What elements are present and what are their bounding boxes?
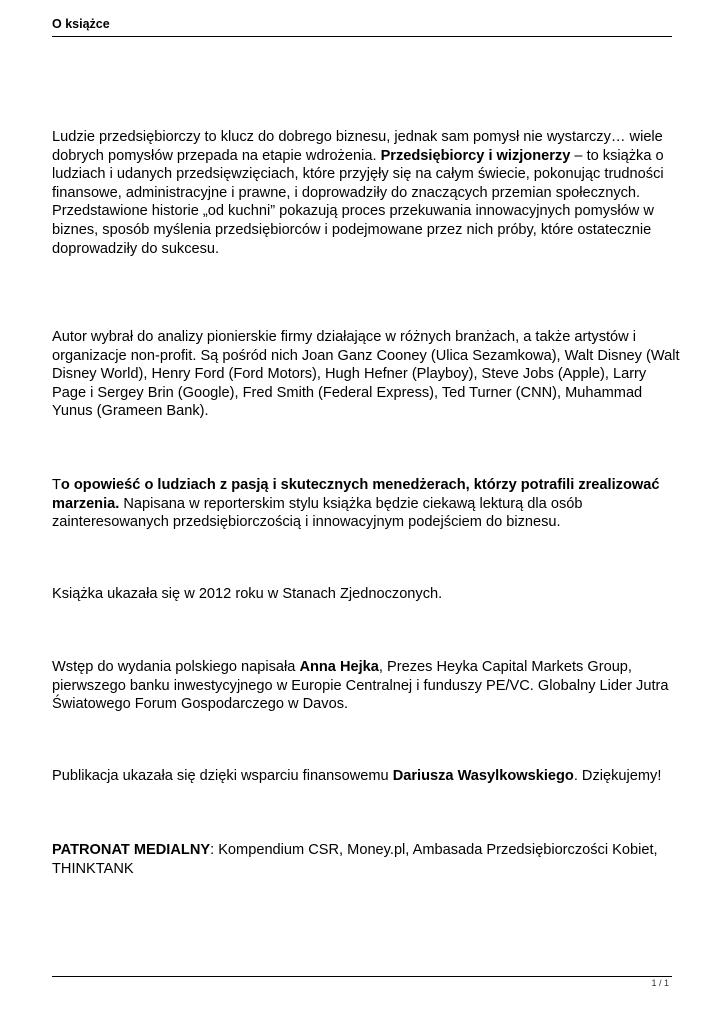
- paragraph-published: [52, 585, 682, 604]
- paragraph-intro: [52, 128, 682, 258]
- story-text-c: Napisana w reporterskim stylu książka będzie ciekawą lekturą dla osób zainteresowanych przedsiębiorczością i innowacyjnym podejściem do biznesu.: [52, 495, 583, 531]
- page-header: [52, 15, 672, 37]
- sponsor-name: Dariusza Wasylkowskiego: [392, 768, 574, 784]
- paragraph-story: [52, 476, 682, 532]
- sponsor-text-c: . Dziękujemy!: [573, 768, 662, 784]
- footer-divider: [52, 976, 672, 977]
- patronage-text: : Kompendium CSR, Money.pl, Ambasada Przedsiębiorczości Kobiet, THINKTANK: [52, 842, 658, 877]
- intro-text-a: Ludzie przedsiębiorczy to klucz do dobrego biznesu, jednak sam pomysł nie wystarczy… wiele dobrych pomysłów przepada na etapie wdrożenia.: [52, 129, 663, 164]
- foreword-text-c: , Prezes Heyka Capital Markets Group, pierwszego banku inwestycyjnego w Europie Centralnej i funduszy PE/VC. Globalny Lider Jutra Światowego Forum Gospodarczego w Davos.: [52, 659, 669, 713]
- patronage-label: PATRONAT MEDIALNY: [52, 842, 211, 858]
- intro-text-c: – to książka o ludziach i udanych przedsięwzięciach, które przyjęły się na całym świecie, pokonując trudności finansowe, administracyjne i prawne, i doprowadziły do znaczących przemian społecznych. Przedstawione historie „od kuchni” pokazują proces przekuwania innowacyjnych pomysłów w biznes, sposób myślenia przedsiębiorców i podejmowane przez nich próby, które ostatecznie doprowadziły do sukcesu.: [52, 147, 664, 257]
- sponsor-text-a: Publikacja ukazała się dzięki wsparciu finansowemu: [52, 768, 393, 784]
- foreword-text-a: Wstęp do wydania polskiego napisała: [52, 659, 300, 675]
- page-number: 1 / 1: [651, 978, 669, 988]
- companies-text: Autor wybrał do analizy pionierskie firmy działające w różnych branżach, a także artystów i organizacje non-profit. Są pośród nich Joan Ganz Cooney (Ulica Sezamkowa), Walt Disney (Walt Disney World), Henry Ford (Ford Motors), Hugh Hefner (Playboy), Steve Jobs (Apple), Larry Page i Sergey Brin (Google), Fred Smith (Federal Express), Ted Turner (CNN), Muhammad Yunus (Grameen Bank).: [52, 329, 680, 420]
- paragraph-foreword: [52, 658, 682, 714]
- paragraph-sponsor: [52, 767, 682, 786]
- page-title: O książce: [52, 17, 110, 31]
- story-text-a: T: [52, 477, 61, 493]
- published-text: Książka ukazała się w 2012 roku w Stanach Zjednoczonych.: [52, 586, 443, 602]
- book-title: Przedsiębiorcy i wizjonerzy: [380, 147, 571, 164]
- story-bold: o opowieść o ludziach z pasją i skutecznych menedżerach, którzy potrafili zrealizować marzenia.: [52, 477, 660, 512]
- foreword-author: Anna Hejka: [299, 659, 379, 675]
- paragraph-companies: [52, 328, 682, 421]
- paragraph-patronage: [52, 841, 682, 878]
